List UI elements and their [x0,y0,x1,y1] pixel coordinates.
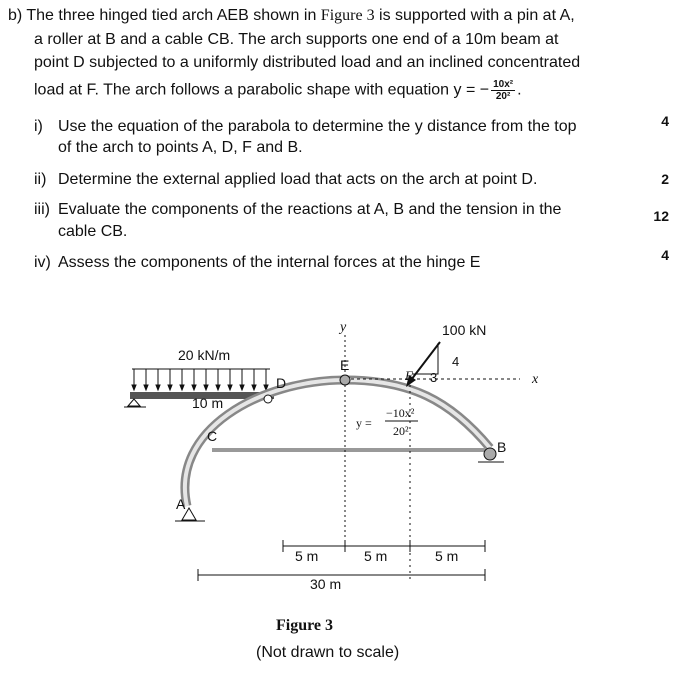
udl-arrowhead-icon [144,385,148,390]
udl-arrows [132,369,270,390]
part-ii-marks: 2 [661,171,669,187]
part-iv-marks: 4 [661,247,669,263]
udl-arrowhead-icon [216,385,220,390]
roller-d-icon [264,395,272,403]
slope-vertical-label: 4 [452,354,460,369]
intro-line-3: point D subjected to a uniformly distributed load and an inclined concentrated [34,54,581,71]
part-iii-line1: Evaluate the components of the reactions at A, B and the tension in the [58,201,562,218]
udl-arrowhead-icon [252,385,256,390]
parabola-equation: $\frac{\text{10x²}}{\text{20²}}$ [493,79,514,102]
axis-y-label: y [340,320,347,335]
part-i-marks: 4 [661,113,669,129]
part-i-label: i) [34,118,43,135]
curve-eq-lhs: y = [356,416,372,430]
part-iii-marks: 12 [653,208,669,224]
udl-arrowhead-icon [180,385,184,390]
udl-arrowhead-icon [192,385,196,390]
dimension-2-label: 5 m [364,548,388,564]
udl-arrowhead-icon [228,385,232,390]
curve-eq-num: −10x² [386,406,415,420]
figure-reference: Figure 3 [320,7,375,24]
udl-arrowhead-icon [168,385,172,390]
point-load-label: 100 kN [442,322,487,338]
part-iv-line1: Assess the components of the internal forces at the hinge E [58,254,481,271]
part-iii-label: iii) [34,201,50,218]
udl-arrowhead-icon [132,385,136,390]
part-i-line2: of the arch to points A, D, F and B. [58,139,303,156]
dimension-3-label: 5 m [435,548,459,564]
part-i-line1: Use the equation of the parabola to determine the y distance from the top [58,118,577,135]
intro-line-4: load at F. The arch follows a parabolic shape with equation y = − $\frac{\text{10x²}}{\text{20²}}$ . [34,79,522,102]
intro-line-2: a roller at B and a cable CB. The arch supports one end of a 10m beam at [34,31,559,48]
part-ii-label: ii) [34,171,47,188]
figure-caption: Figure 3 [276,617,334,634]
dimension-1-label: 5 m [295,548,319,564]
slope-horizontal-label: 3 [430,370,438,385]
part-ii-line1: Determine the external applied load that acts on the arch at point D. [58,171,538,188]
point-d-label: D [276,375,287,391]
point-e-label: E [340,357,350,373]
point-a-label: A [176,496,186,512]
point-b-label: B [497,439,507,455]
point-f-label: F [405,368,413,383]
udl-arrowhead-icon [240,385,244,390]
udl-arrowhead-icon [156,385,160,390]
udl-label: 20 kN/m [178,347,231,363]
cable-cb [212,448,492,452]
beam-length-label: 10 m [192,395,224,411]
intro-line-1: b) The three hinged tied arch AEB shown in Figure 3 is supported with a pin at A, [8,7,575,24]
beam-pin-support-icon [124,399,146,407]
dimension-total-label: 30 m [310,576,342,592]
point-c-label: C [207,428,218,444]
part-iv-label: iv) [34,254,51,271]
axis-x-label: x [532,372,539,387]
figure-note: (Not drawn to scale) [256,644,400,661]
curve-eq-den: 20² [393,424,409,438]
part-iii-line2: cable CB. [58,223,128,240]
hinge-e-icon [340,375,350,385]
udl-arrowhead-icon [204,385,208,390]
